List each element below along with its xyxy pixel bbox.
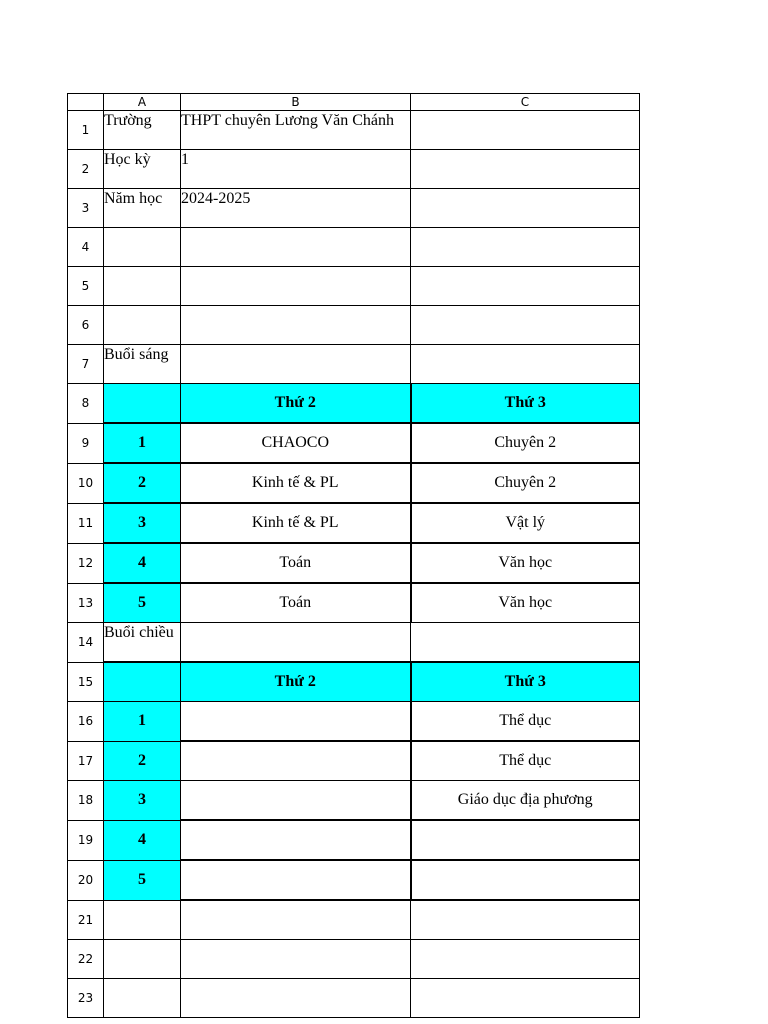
cell-c14[interactable] (411, 623, 640, 663)
cell-b2[interactable]: 1 (181, 150, 411, 189)
cell-c3[interactable] (411, 189, 640, 228)
cell-b6[interactable] (181, 306, 411, 345)
table-row (68, 384, 640, 424)
spreadsheet-grid (67, 93, 640, 1018)
table-row (68, 306, 640, 345)
table-row (68, 503, 640, 543)
cell-a16[interactable]: 1 (104, 702, 181, 742)
row-header[interactable]: 12 (68, 543, 104, 583)
row-header[interactable]: 14 (68, 623, 104, 663)
table-row (68, 345, 640, 384)
table-row (68, 623, 640, 663)
cell-b1[interactable]: THPT chuyên Lương Văn Chánh (181, 111, 411, 150)
cell-a9[interactable]: 1 (104, 423, 181, 463)
cell-b11[interactable]: Kinh tế & PL (181, 503, 411, 543)
cell-c9[interactable]: Chuyên 2 (411, 423, 640, 463)
cell-a19[interactable]: 4 (104, 820, 181, 860)
table-row (68, 543, 640, 583)
column-header-c[interactable]: C (411, 94, 640, 111)
cell-c15[interactable]: Thứ 3 (411, 662, 640, 702)
row-header[interactable]: 3 (68, 189, 104, 228)
cell-a12[interactable]: 4 (104, 543, 181, 583)
row-header[interactable]: 5 (68, 267, 104, 306)
cell-c21[interactable] (411, 900, 640, 940)
table-row (68, 583, 640, 623)
table-row (68, 111, 640, 150)
select-all-corner[interactable] (68, 94, 104, 111)
table-row (68, 781, 640, 821)
table-row (68, 979, 640, 1018)
cell-c6[interactable] (411, 306, 640, 345)
cell-c22[interactable] (411, 940, 640, 979)
cell-b16[interactable] (181, 702, 411, 742)
cell-c17[interactable]: Thể dục (411, 741, 640, 781)
cell-b4[interactable] (181, 228, 411, 267)
row-header[interactable]: 16 (68, 702, 104, 742)
table-row (68, 820, 640, 860)
cell-b23[interactable] (181, 979, 411, 1018)
row-header[interactable]: 23 (68, 979, 104, 1018)
cell-c16[interactable]: Thể dục (411, 702, 640, 742)
cell-b9[interactable]: CHAOCO (181, 423, 411, 463)
cell-a15[interactable] (104, 662, 181, 702)
cell-c13[interactable]: Văn học (411, 583, 640, 623)
table-row (68, 423, 640, 463)
row-header[interactable]: 11 (68, 503, 104, 543)
row-header[interactable]: 7 (68, 345, 104, 384)
cell-a7[interactable]: Buổi sáng (104, 345, 181, 384)
cell-a22[interactable] (104, 940, 181, 979)
cell-c12[interactable]: Văn học (411, 543, 640, 583)
cell-c4[interactable] (411, 228, 640, 267)
cell-c8[interactable]: Thứ 3 (411, 384, 640, 424)
cell-a11[interactable]: 3 (104, 503, 181, 543)
cell-c2[interactable] (411, 150, 640, 189)
cell-b5[interactable] (181, 267, 411, 306)
table-row (68, 267, 640, 306)
table-row (68, 662, 640, 702)
row-header[interactable]: 21 (68, 900, 104, 940)
table-row (68, 741, 640, 781)
cell-a6[interactable] (104, 306, 181, 345)
table-row (68, 150, 640, 189)
column-header-row (68, 94, 640, 111)
row-header[interactable]: 20 (68, 860, 104, 900)
cell-a14[interactable]: Buổi chiều (104, 623, 181, 663)
cell-a10[interactable]: 2 (104, 463, 181, 503)
cell-c11[interactable]: Vật lý (411, 503, 640, 543)
table-row (68, 228, 640, 267)
row-header[interactable]: 9 (68, 423, 104, 463)
column-header-a[interactable]: A (104, 94, 181, 111)
cell-b18[interactable] (181, 781, 411, 821)
row-header[interactable]: 17 (68, 741, 104, 781)
cell-a23[interactable] (104, 979, 181, 1018)
cell-a4[interactable] (104, 228, 181, 267)
cell-b15[interactable]: Thứ 2 (181, 662, 411, 702)
cell-a8[interactable] (104, 384, 181, 424)
cell-a2[interactable]: Học kỳ (104, 150, 181, 189)
row-header[interactable]: 13 (68, 583, 104, 623)
row-header[interactable]: 4 (68, 228, 104, 267)
cell-a13[interactable]: 5 (104, 583, 181, 623)
cell-a18[interactable]: 3 (104, 781, 181, 821)
row-header[interactable]: 22 (68, 940, 104, 979)
cell-c1[interactable] (411, 111, 640, 150)
table-row (68, 463, 640, 503)
cell-b17[interactable] (181, 741, 411, 781)
cell-b10[interactable]: Kinh tế & PL (181, 463, 411, 503)
cell-a17[interactable]: 2 (104, 741, 181, 781)
cell-b22[interactable] (181, 940, 411, 979)
cell-b13[interactable]: Toán (181, 583, 411, 623)
cell-b14[interactable] (181, 623, 411, 663)
row-header[interactable]: 10 (68, 463, 104, 503)
cell-b20[interactable] (181, 860, 411, 900)
row-header[interactable]: 18 (68, 781, 104, 821)
cell-b7[interactable] (181, 345, 411, 384)
table-row (68, 900, 640, 940)
cell-c5[interactable] (411, 267, 640, 306)
cell-b21[interactable] (181, 900, 411, 940)
cell-c18[interactable]: Giáo dục địa phương (411, 781, 640, 821)
table-row (68, 702, 640, 742)
cell-c10[interactable]: Chuyên 2 (411, 463, 640, 503)
cell-a1[interactable]: Trường (104, 111, 181, 150)
row-header[interactable]: 8 (68, 384, 104, 424)
cell-a20[interactable]: 5 (104, 860, 181, 900)
row-header[interactable]: 19 (68, 820, 104, 860)
row-header[interactable]: 2 (68, 150, 104, 189)
table-row (68, 860, 640, 900)
cell-a5[interactable] (104, 267, 181, 306)
table-row (68, 940, 640, 979)
row-header[interactable]: 15 (68, 662, 104, 702)
cell-c20[interactable] (411, 860, 640, 900)
column-header-b[interactable]: B (181, 94, 411, 111)
table-row (68, 189, 640, 228)
cell-b3[interactable]: 2024-2025 (181, 189, 411, 228)
cell-b19[interactable] (181, 820, 411, 860)
cell-c7[interactable] (411, 345, 640, 384)
cell-c23[interactable] (411, 979, 640, 1018)
cell-a3[interactable]: Năm học (104, 189, 181, 228)
cell-c19[interactable] (411, 820, 640, 860)
row-header[interactable]: 1 (68, 111, 104, 150)
cell-a21[interactable] (104, 900, 181, 940)
cell-b8[interactable]: Thứ 2 (181, 384, 411, 424)
cell-b12[interactable]: Toán (181, 543, 411, 583)
row-header[interactable]: 6 (68, 306, 104, 345)
